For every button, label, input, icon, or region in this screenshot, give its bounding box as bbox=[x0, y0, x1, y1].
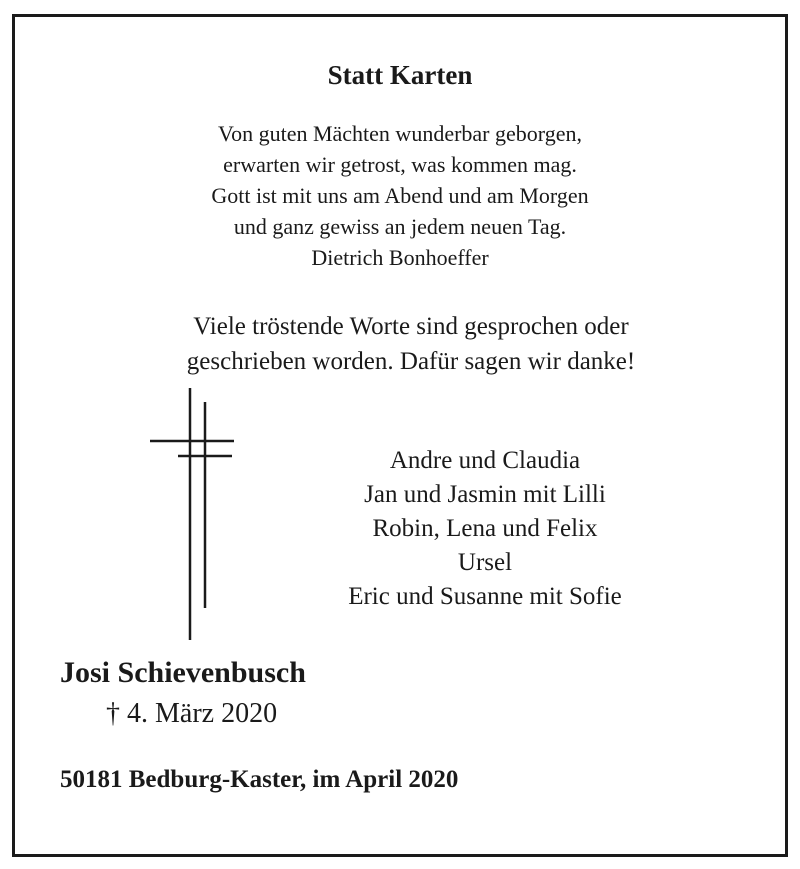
dagger-icon: † bbox=[106, 698, 120, 729]
thanks-block bbox=[0, 309, 800, 379]
thanks-line: geschrieben worden. Dafür sagen wir danke! bbox=[186, 348, 636, 375]
poem-line: und ganz gewiss an jedem neuen Tag. bbox=[233, 214, 567, 239]
thanks-line: Viele tröstende Worte sind gesprochen oder bbox=[193, 313, 629, 340]
poem-author: Dietrich Bonhoeffer bbox=[311, 245, 489, 270]
family-member: Jan und Jasmin mit Lilli bbox=[364, 481, 606, 508]
death-date-line bbox=[106, 698, 277, 730]
poem-block bbox=[0, 118, 800, 273]
family-member: Robin, Lena und Felix bbox=[372, 515, 598, 542]
death-date: 4. März 2020 bbox=[127, 698, 278, 729]
family-member: Eric und Susanne mit Sofie bbox=[348, 583, 622, 610]
deceased-name: Josi Schievenbusch bbox=[60, 656, 306, 689]
family-list bbox=[290, 444, 680, 614]
cross-icon bbox=[148, 386, 238, 642]
family-member: Ursel bbox=[457, 549, 513, 576]
notice-heading: Statt Karten bbox=[327, 60, 473, 90]
poem-line: Von guten Mächten wunderbar geborgen, bbox=[218, 121, 582, 146]
family-member: Andre und Claudia bbox=[389, 447, 581, 474]
poem-line: Gott ist mit uns am Abend und am Morgen bbox=[211, 183, 589, 208]
place-date: 50181 Bedburg-Kaster, im April 2020 bbox=[60, 766, 459, 793]
poem-line: erwarten wir getrost, was kommen mag. bbox=[223, 152, 577, 177]
